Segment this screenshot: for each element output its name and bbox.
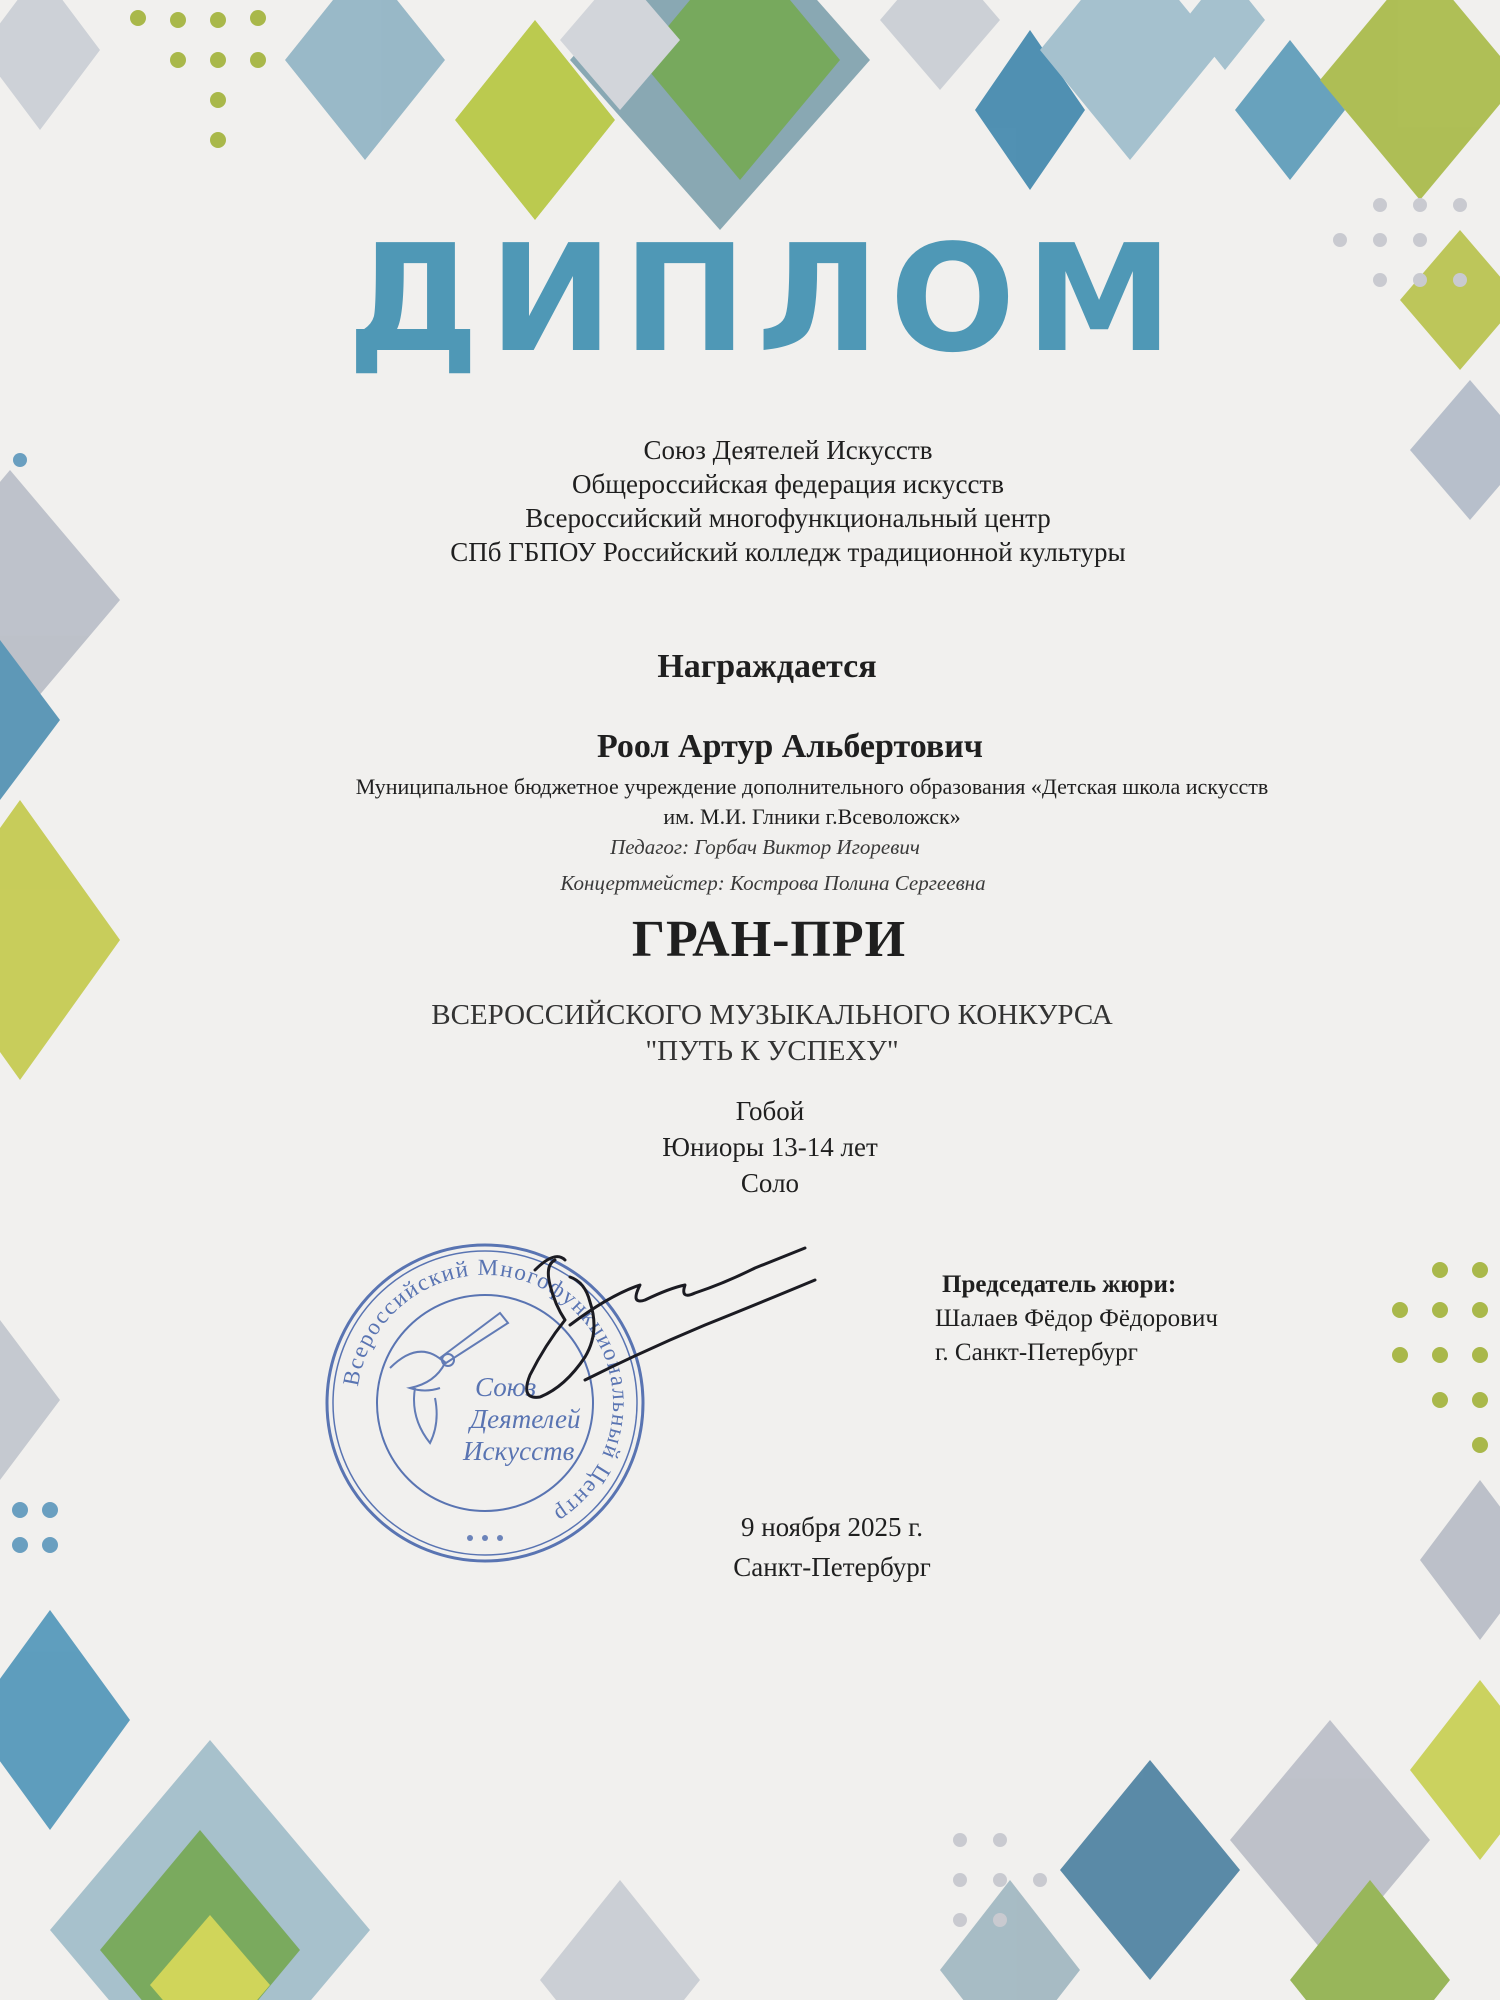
- nomination-instrument: Гобой: [735, 1096, 805, 1126]
- contest-line: "ПУТЬ К УСПЕХУ": [645, 1035, 899, 1067]
- stamp-center-line: Союз: [475, 1372, 537, 1402]
- contest-name: [22, 997, 1500, 1069]
- jury-block: [935, 1268, 1218, 1370]
- jury-city: г. Санкт-Петербург: [935, 1339, 1138, 1366]
- nomination-category: Соло: [740, 1168, 800, 1198]
- award-title: ГРАН-ПРИ: [631, 911, 907, 968]
- organizer-line: Всероссийский многофункциональный центр: [525, 503, 1051, 533]
- awarded-label: Награждается: [657, 648, 877, 685]
- stamp-ring-text: Всероссийский Многофункциональный Центр: [338, 1254, 634, 1529]
- stamp-center-line: Искусств: [463, 1436, 575, 1466]
- institution-line: Муниципальное бюджетное учреждение дополнительного образования «Детская школа искусств: [355, 774, 1269, 799]
- organizers-list: [38, 433, 1500, 569]
- jury-label: Председатель жюри:: [942, 1271, 1177, 1298]
- date-place: [82, 1507, 1500, 1587]
- organizer-line: СПб ГБПОУ Российский колледж традиционной культуры: [450, 537, 1126, 567]
- issue-place: Санкт-Петербург: [733, 1552, 931, 1582]
- teacher-line: Педагог: Горбач Виктор Игоревич: [610, 835, 920, 859]
- organizer-line: Союз Деятелей Искусств: [643, 435, 933, 465]
- jury-chair-signature: [515, 1240, 825, 1415]
- recipient-name: Роол Артур Альбертович: [597, 728, 983, 765]
- nomination: [20, 1093, 1500, 1201]
- contest-line: ВСЕРОССИЙСКОГО МУЗЫКАЛЬНОГО КОНКУРСА: [431, 999, 1113, 1031]
- organizer-line: Общероссийская федерация искусств: [572, 469, 1004, 499]
- diploma-title: ДИПЛОМ: [347, 213, 1183, 385]
- recipient-institution: [62, 772, 1500, 832]
- institution-line: им. М.И. Глники г.Всеволожск»: [663, 804, 961, 829]
- jury-chair-name: Шалаев Фёдор Фёдорович: [935, 1305, 1218, 1332]
- accompanist-line: Концертмейстер: Кострова Полина Сергеевна: [560, 871, 986, 895]
- issue-date: 9 ноября 2025 г.: [740, 1512, 924, 1542]
- nomination-age-group: Юниоры 13-14 лет: [662, 1132, 878, 1162]
- stamp-center-line: Деятелей: [470, 1404, 581, 1434]
